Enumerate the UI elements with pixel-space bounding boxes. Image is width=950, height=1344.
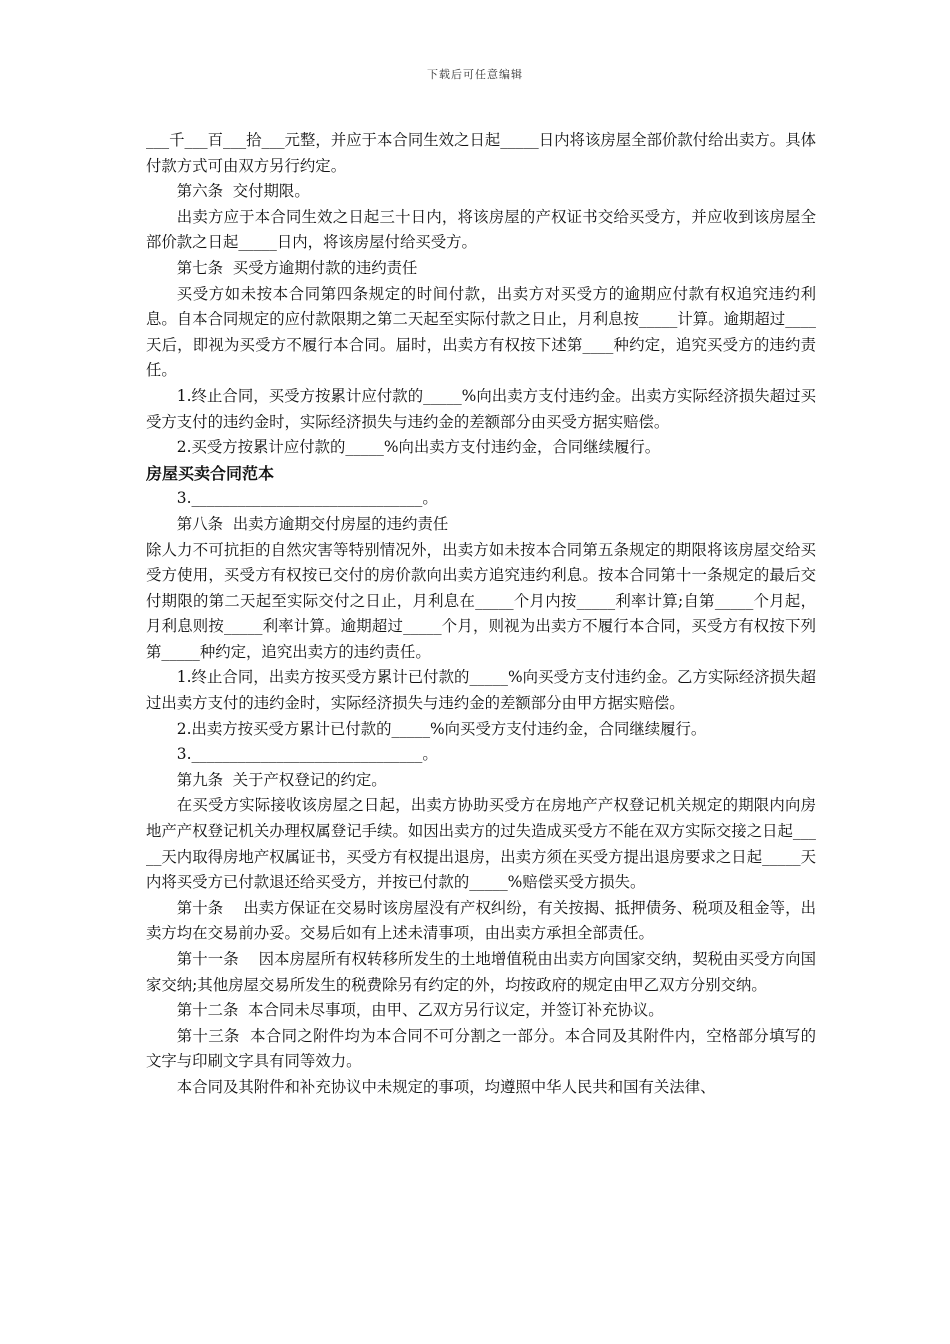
paragraph: 第十三条 本合同之附件均为本合同不可分割之一部分。本合同及其附件内，空格部分填写的文字与印刷文字具有同等效力。 xyxy=(146,1026,816,1071)
paragraph: 第十条 出卖方保证在交易时该房屋没有产权纠纷，有关按揭、抵押债务、税项及租金等，出卖方均在交易前办妥。交易后如有上述未清事项，由出卖方承担全部责任。 xyxy=(146,898,816,943)
paragraph: 2.出卖方按买受方累计已付款的_____%向买受方支付违约金，合同继续履行。 xyxy=(176,719,707,738)
paragraph: 1.终止合同，出卖方按买受方累计已付款的_____%向买受方支付违约金。乙方实际经济损失超过出卖方支付的违约金时，实际经济损失与违约金的差额部分由甲方据实赔偿。 xyxy=(146,668,816,713)
paragraph: 第八条 出卖方逾期交付房屋的违约责任 xyxy=(176,514,449,533)
paragraph: 3.______________________________。 xyxy=(176,745,438,764)
paragraph: 2.买受方按累计应付款的_____%向出卖方支付违约金，合同继续履行。 xyxy=(176,438,661,457)
paragraph: 第十一条 因本房屋所有权转移所发生的土地增值税由出卖方向国家交纳，契税由买受方向国家交纳;其他房屋交易所发生的税费除另有约定的外，均按政府的规定由甲乙双方分别交纳。 xyxy=(146,950,816,994)
page-header-note: 下载后可任意编辑 xyxy=(427,68,523,81)
paragraph: 除人力不可抗拒的自然灾害等特别情况外，出卖方如未按本合同第五条规定的期限将该房屋交给买受方使用，买受方有权按已交付的房价款向出卖方追究违约利息。按本合同第十一条规定的最后交付期限的第二天起至实际交付之日止，月利息在_____个月内按_____利率计算;自第_____个月起，月利息则按_____利率计算。逾期超过_____个月，则视为出卖方不履行本合同，买受方有权按下列第_____种约定，追究出卖方的违约责任。 xyxy=(146,540,816,661)
paragraph: 第九条 关于产权登记的约定。 xyxy=(176,770,387,789)
paragraph: 在买受方实际接收该房屋之日起，出卖方协助买受方在房地产产权登记机关规定的期限内向房地产产权登记机关办理权属登记手续。如因出卖方的过失造成买受方不能在双方实际交接之日起_____天内取得房地产权属证书，买受方有权提出退房，出卖方须在买受方提出退房要求之日起_____天内将买受方已付款退还给买受方，并按已付款的_____%赔偿买受方损失。 xyxy=(146,796,816,892)
paragraph: 1.终止合同，买受方按累计应付款的_____%向出卖方支付违约金。出卖方实际经济损失超过买受方支付的违约金时，实际经济损失与违约金的差额部分由买受方据实赔偿。 xyxy=(146,386,816,431)
section-heading: 房屋买卖合同范本 xyxy=(146,463,275,483)
paragraph: 第七条 买受方逾期付款的违约责任 xyxy=(176,258,418,277)
paragraph: ___千___百___拾___元整，并应于本合同生效之日起_____日内将该房屋全部价款付给出卖方。具体付款方式可由双方另行约定。 xyxy=(146,131,816,175)
document-body xyxy=(146,128,816,1101)
paragraph: 第十二条 本合同未尽事项，由甲、乙双方另行议定，并签订补充协议。 xyxy=(176,1001,664,1020)
paragraph: 本合同及其附件和补充协议中未规定的事项，均遵照中华人民共和国有关法律、 xyxy=(176,1077,716,1096)
paragraph: 出卖方应于本合同生效之日起三十日内，将该房屋的产权证书交给买受方，并应收到该房屋全部价款之日起_____日内，将该房屋付给买受方。 xyxy=(146,207,816,252)
paragraph: 3.______________________________。 xyxy=(176,489,438,508)
paragraph: 买受方如未按本合同第四条规定的时间付款，出卖方对买受方的逾期应付款有权追究违约利息。自本合同规定的应付款限期之第二天起至实际付款之日止，月利息按_____计算。逾期超过____天后，即视为买受方不履行本合同。届时，出卖方有权按下述第____种约定，追究买受方的违约责任。 xyxy=(146,284,816,380)
paragraph: 第六条 交付期限。 xyxy=(176,182,310,201)
